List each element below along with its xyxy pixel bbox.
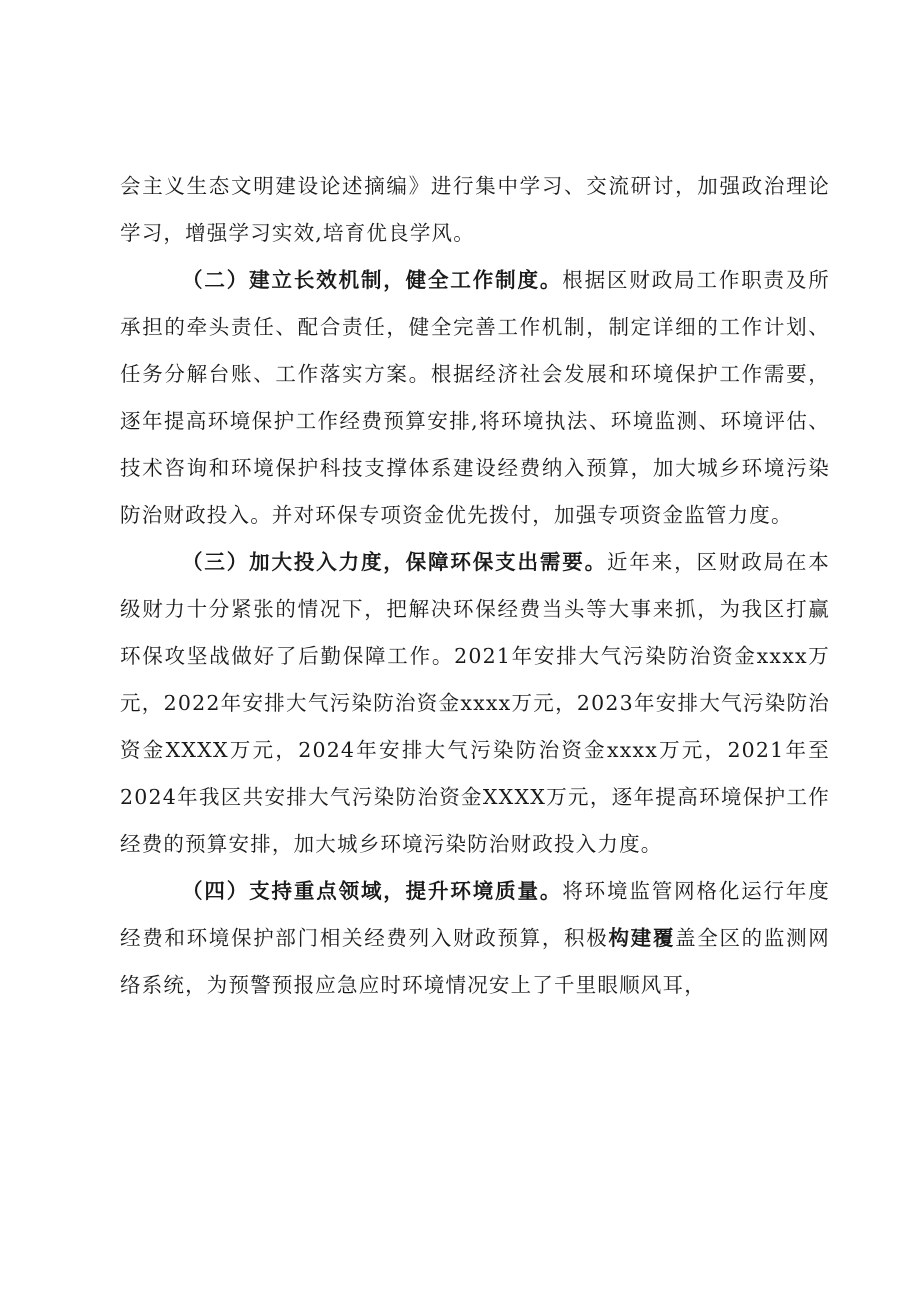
paragraph-4-emphasis: 构建覆 [608,926,676,950]
paragraph-3-text: 近年来，区财政局在本级财力十分紧张的情况下，把解决环保经费当头等大事来抓，为我区打赢环保攻坚战做好了后勤保障工作。2021年安排大气污染防治资金xxxx万元，2022年安排大气污染防治资金xxxx万元，2023年安排大气污染防治资金XXXX万元，2024年安排大气污染防治资金xxxx万元，2021年至2024年我区共安排大气污染防治资金XXXX万元，逐年提高环境保护工作经费的预算安排，加大城乡环境污染防治财政投入力度。 [120,550,830,856]
section-2-heading: （二）建立长效机制，健全工作制度。 [182,268,563,292]
paragraph-2-text: 根据区财政局工作职责及所承担的牵头责任、配合责任，健全完善工作机制，制定详细的工作计划、任务分解台账、工作落实方案。根据经济社会发展和环境保护工作需要，逐年提高环境保护工作经费预算安排,将环境执法、环境监测、环境评估、技术咨询和环境保护科技支撑体系建设经费纳入预算，加大城乡环境污染防治财政投入。并对环保专项资金优先拨付，加强专项资金监管力度。 [120,268,830,527]
paragraph-1 [120,163,830,257]
section-4-heading: （四）支持重点领域，提升环境质量。 [182,879,563,903]
paragraph-4 [120,868,830,1009]
document-body [120,163,830,1009]
section-3-heading: （三）加大投入力度，保障环保支出需要。 [182,550,607,574]
paragraph-2 [120,257,830,539]
paragraph-3 [120,539,830,868]
paragraph-4-text-after: 盖全区的监测网络系统，为预警预报应急应时环境情况安上了千里眼顺风耳， [120,926,830,997]
paragraph-4-text-before: 将环境监管网格化运行年度经费和环境保护部门相关经费列入财政预算，积极 [120,879,830,950]
paragraph-1-text: 会主义生态文明建设论述摘编》进行集中学习、交流研讨，加强政治理论学习，增强学习实效,培育优良学风。 [120,174,830,245]
